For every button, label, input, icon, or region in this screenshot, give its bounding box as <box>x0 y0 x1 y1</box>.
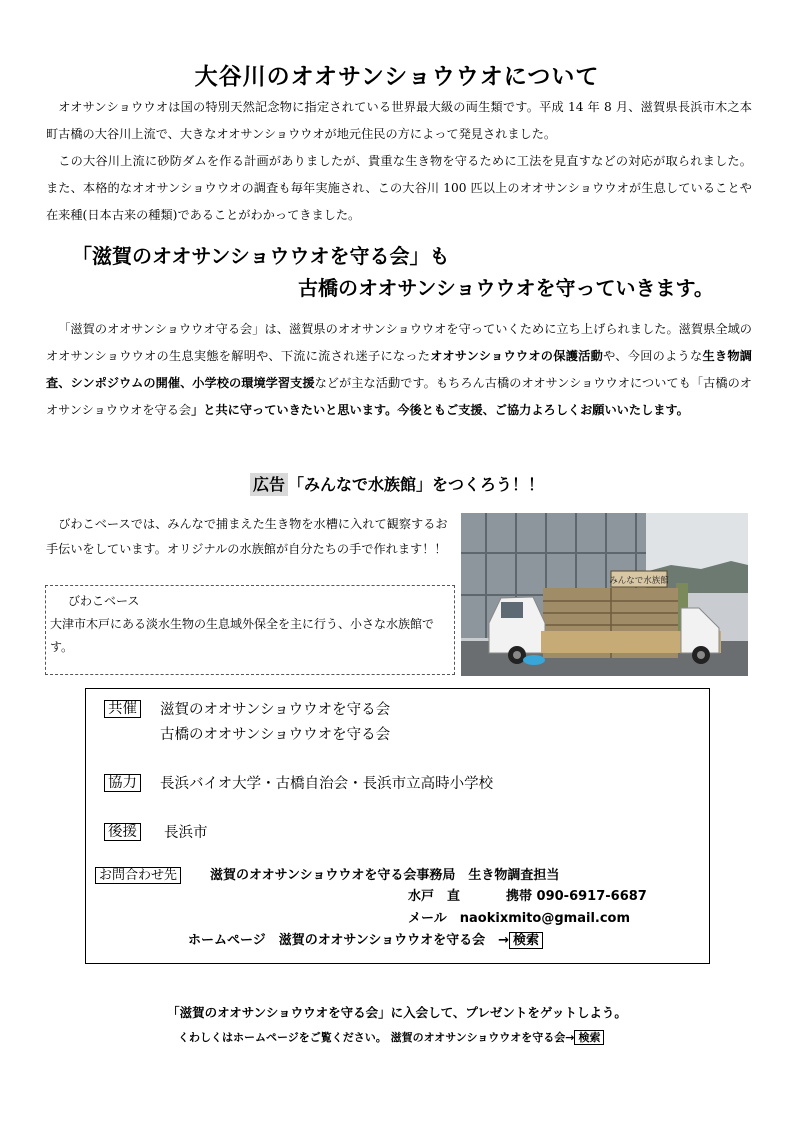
phone-label: 携帯 <box>506 889 533 904</box>
section-heading-line-1: 「滋賀のオオサンショウウオを守る会」も <box>72 244 450 268</box>
homepage-label: ホームページ 滋賀のオオサンショウウオを守る会 → <box>188 933 510 948</box>
contact-organization: 滋賀のオオサンショウウオを守る会事務局 生き物調査担当 <box>210 868 560 883</box>
intro-paragraph-1: オオサンショウウオは国の特別天然記念物に指定されている世界最大級の両生類です。平成 14 年 8 月、滋賀県長浜市木之本町古橋の大谷川上流で、大きなオオサンショウウオが地元住民の方によって発見されました。 <box>46 100 752 141</box>
society-text-activities: 生き物調査、シンポジウムの開催、小学校の環境学習支援 <box>46 349 752 390</box>
mail-label: メール <box>408 911 447 926</box>
contact-label: お問合わせ先 <box>95 867 181 884</box>
cooperation-organizations: 長浜バイオ大学・古橋自治会・長浜市立高時小学校 <box>160 776 494 792</box>
ad-tag: 広告 <box>250 473 288 496</box>
page-title: 大谷川のオオサンショウウオについて <box>194 64 600 90</box>
society-text-3: や、今回のような <box>603 349 703 363</box>
cooperation-label: 協力 <box>104 774 141 792</box>
sign-text: みんなで水族館 <box>609 576 669 586</box>
contact-name: 水戸 直 <box>408 889 461 904</box>
intro-paragraph-2: この大谷川上流に砂防ダムを作る計画がありましたが、貴重な生き物を守るために工法を見直すなどの対応が取られました。また、本格的なオオサンショウウオの調査も毎年実施され、この大谷川 100 匹以上のオオサンショウウオが生息していることや在来種(日本古来の種類)であることがわかってきました。 <box>46 154 752 222</box>
host-organization-1: 滋賀のオオサンショウウオを守る会 <box>160 702 391 718</box>
section-heading-line-2: 古橋のオオサンショウウオを守っていきます。 <box>298 276 714 300</box>
footer-homepage-text: くわしくはホームページをご覧ください。 滋賀のオオサンショウウオを守る会→ <box>178 1031 575 1044</box>
society-text-protection: オオサンショウウオの保護活動 <box>430 349 604 363</box>
phone-number: 090-6917-6687 <box>536 889 647 904</box>
footer-search-button[interactable]: 検索 <box>574 1030 604 1045</box>
host-organization-2: 古橋のオオサンショウウオを守る会 <box>160 727 391 743</box>
support-label: 後援 <box>104 823 141 841</box>
society-section <box>46 316 752 424</box>
ad-title: 「みんなで水族館」をつくろう！！ <box>288 475 545 494</box>
biwako-base-note <box>45 585 455 675</box>
biwako-base-heading: びわこベース <box>68 594 140 608</box>
footer-join-message: 「滋賀のオオサンショウウオを守る会」に入会して、プレゼントをゲットしよう。 <box>167 1005 627 1020</box>
society-text-1: 「滋賀のオオサンショウウオ守る会」は、滋賀県のオオサンショウウオを守っていくために立ち上げられました。滋賀県全域のオオサンショウウオの生息実態を解明や、下流に流され迷子になった <box>46 322 752 363</box>
footer-homepage-note <box>178 1029 604 1045</box>
biwako-base-description: 大津市木戸にある淡水生物の生息域外保全を主に行う、小さな水族館です。 <box>50 617 435 654</box>
mail-address: naokixmito@gmail.com <box>459 911 631 926</box>
ad-heading <box>0 472 794 495</box>
organizer-info-box <box>85 688 710 964</box>
search-button[interactable]: 検索 <box>509 932 543 949</box>
society-text-closing: 」と共に守っていきたいと思います。今後ともご支援、ご協力よろしくお願いいたします。 <box>191 403 689 417</box>
host-label: 共催 <box>104 700 141 718</box>
society-paragraph <box>46 316 752 424</box>
ad-description: びわこベースでは、みんなで捕まえた生き物を水槽に入れて観察するお手伝いをしています。オリジナルの水族館が自分たちの手で作れます！！ <box>46 517 448 556</box>
intro-section <box>46 94 752 229</box>
society-text-5: などが主な活動です。もちろん古橋のオオサンショウウオについても「古橋のオオサンショウウオを守る会 <box>46 376 752 417</box>
support-organization: 長浜市 <box>164 825 208 841</box>
aquarium-truck-photo <box>461 513 748 676</box>
